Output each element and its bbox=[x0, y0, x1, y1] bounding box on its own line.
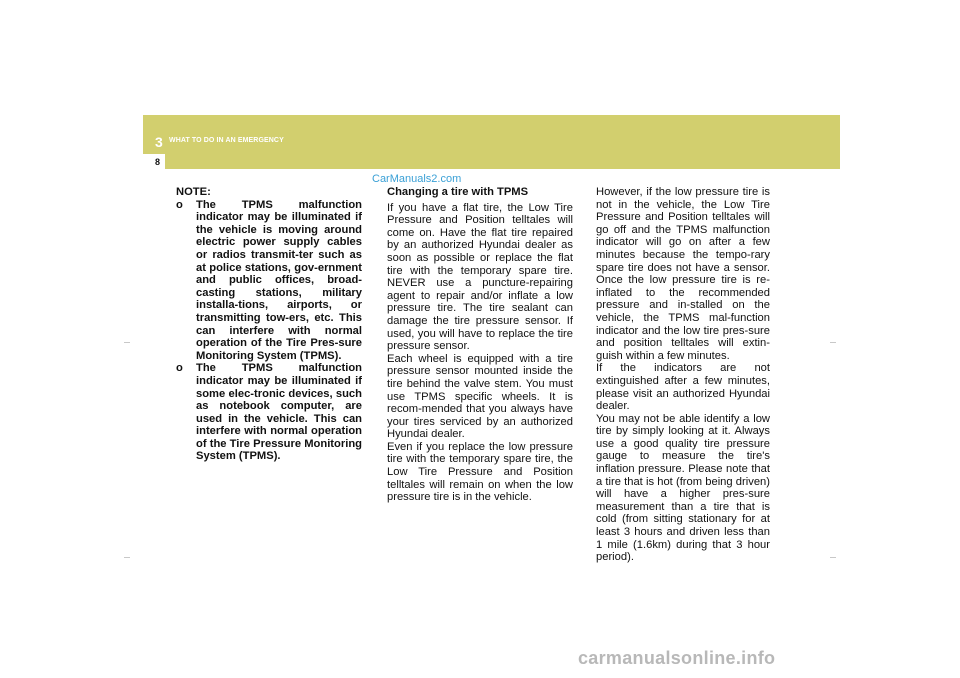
note-label: NOTE: bbox=[176, 186, 211, 198]
note-column bbox=[176, 186, 362, 463]
note-item-text: The TPMS malfunction indicator may be illuminated if some elec-tronic devices, such as notebook computer, are used in the vehicle. This can interfere with normal operation of the Tire Pressure Monitoring System (TPMS). bbox=[196, 362, 362, 463]
bullet: o bbox=[176, 362, 183, 375]
continuation-column bbox=[596, 186, 770, 564]
paragraph: Each wheel is equipped with a tire pressure sensor mounted inside the tire behind the valve stem. You must use TPMS specific wheels. It is recom-mended that you always have your tires serviced by an authorized Hyundai dealer. bbox=[387, 352, 573, 441]
page-number: 8 bbox=[155, 157, 161, 167]
paragraph: However, if the low pressure tire is not in the vehicle, the Low Tire Pressure and Position telltales will go off and the TPMS malfunction indicator will go on after a few minutes because the tempo-rary spare tire does not have a sensor. Once the low pressure tire is re-inflated to the recommended pressure and in-stalled on the vehicle, the TPMS mal-function indicator and the low tire pres-sure and position telltales will extin-guish within a few minutes. bbox=[596, 186, 770, 362]
section-heading: Changing a tire with TPMS bbox=[387, 186, 529, 198]
paragraph: Even if you replace the low pressure tire with the temporary spare tire, the Low Tire Pressure and Position telltales will remain on when the low pressure tire is in the vehicle. bbox=[387, 440, 573, 504]
crop-mark bbox=[830, 342, 836, 343]
bullet: o bbox=[176, 198, 183, 211]
page-number-tab bbox=[143, 154, 165, 169]
tire-change-column bbox=[387, 186, 573, 504]
paragraph: If you have a flat tire, the Low Tire Pressure and Position telltales will come on. Have the flat tire repaired by an authorized Hyundai dealer as soon as possible or replace the flat tire with the temporary spare tire. NEVER use a puncture-repairing agent to repair and/or inflate a low pressure tire. The tire sealant can damage the tire pressure sensor. If used, you will have to replace the tire pressure sensor. bbox=[387, 201, 573, 353]
paragraph: You may not be able identify a low tire by simply looking at it. Always use a good quality tire pressure gauge to measure the tire's inflation pressure. Please note that a tire that is hot (from being driven) will have a higher pres-sure measurement than a tire that is cold (from sitting stationary for at least 3 hours and driven less than 1 mile (1.6km) during that 3 hour period). bbox=[596, 412, 770, 564]
chapter-number: 3 bbox=[155, 134, 163, 150]
crop-mark bbox=[124, 557, 130, 558]
crop-mark bbox=[830, 557, 836, 558]
watermark-bottom[interactable]: carmanualsonline.info bbox=[578, 648, 776, 668]
chapter-title: WHAT TO DO IN AN EMERGENCY bbox=[169, 137, 284, 144]
watermark-top[interactable]: CarManuals2.com bbox=[372, 173, 462, 185]
note-item bbox=[176, 362, 362, 463]
note-item-text: The TPMS malfunction indicator may be illuminated if the vehicle is moving around electric power supply cables or radios transmit-ter such as at police stations, gov-ernment and public offices, broad-casting stations, military installa-tions, airports, or transmitting tow-ers, etc. This can interfere with normal operation of the Tire Pres-sure Monitoring System (TPMS). bbox=[196, 198, 362, 362]
note-item bbox=[176, 199, 362, 363]
crop-mark bbox=[124, 342, 130, 343]
paragraph: If the indicators are not extinguished after a few minutes, please visit an authorized Hyundai dealer. bbox=[596, 362, 770, 413]
